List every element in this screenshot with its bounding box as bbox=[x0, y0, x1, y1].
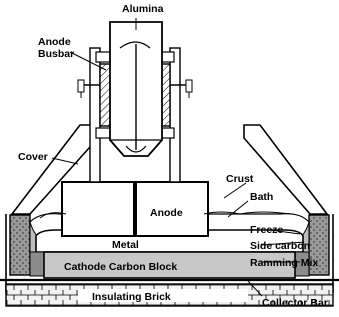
label-alumina: Alumina bbox=[122, 3, 164, 15]
label-anode-busbar-1: Anode bbox=[38, 36, 71, 48]
ramming-mix-left bbox=[30, 252, 44, 276]
crust-leader bbox=[224, 183, 246, 198]
anode-rod-right bbox=[170, 48, 180, 182]
label-collector-bar: Collector Bar bbox=[262, 297, 328, 309]
label-cover: Cover bbox=[18, 151, 48, 163]
label-side-carbon: Side carbon bbox=[250, 240, 311, 252]
label-crust: Crust bbox=[226, 173, 254, 185]
anode-rod-left bbox=[90, 48, 100, 182]
label-cathode-carbon-block: Cathode Carbon Block bbox=[64, 261, 178, 273]
label-insulating-brick: Insulating Brick bbox=[92, 291, 171, 303]
side-carbon-left bbox=[10, 215, 30, 275]
label-ramming-mix: Ramming Mix bbox=[250, 257, 319, 269]
label-anode: Anode bbox=[150, 207, 183, 219]
label-freeze: Freeze bbox=[250, 224, 284, 236]
label-anode-busbar-2: Busbar bbox=[38, 48, 75, 60]
label-bath: Bath bbox=[250, 191, 274, 203]
anode-block-left bbox=[62, 182, 134, 236]
label-metal: Metal bbox=[112, 239, 139, 251]
